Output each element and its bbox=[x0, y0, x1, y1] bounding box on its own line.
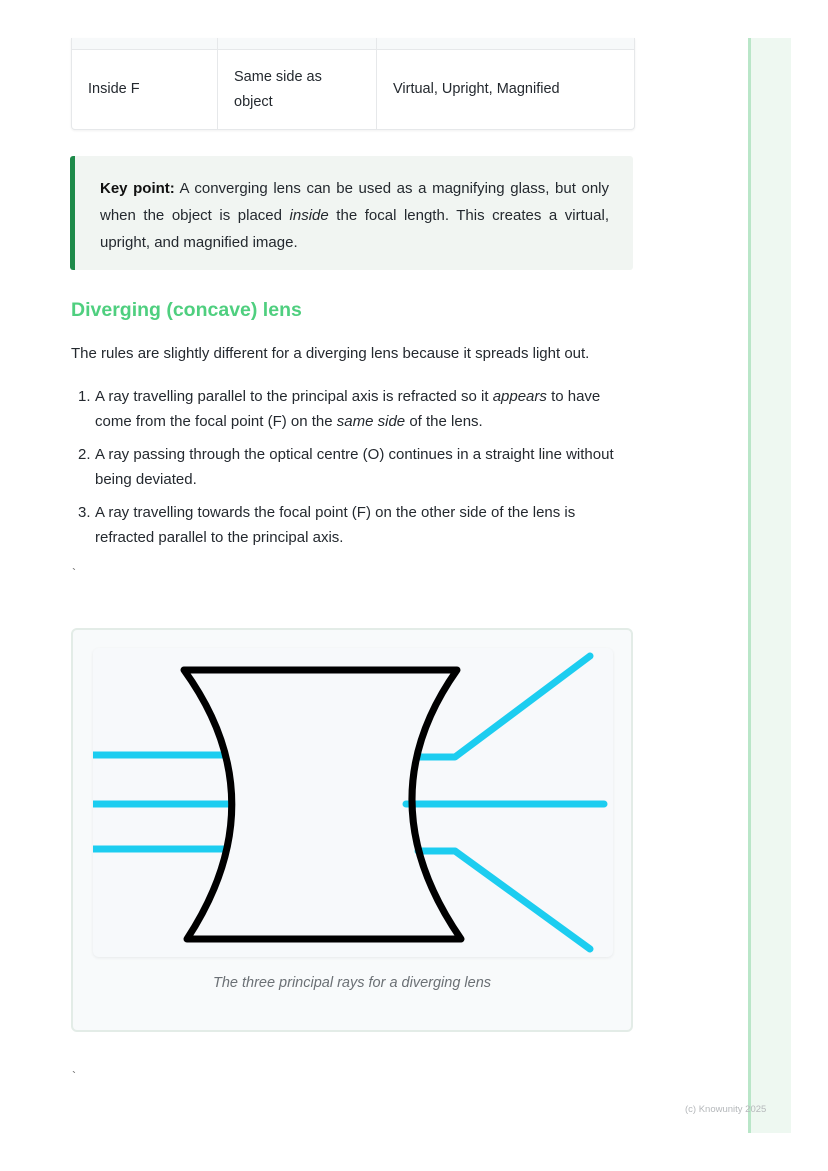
key-point-text-1: A converging lens can be used as a magnifying glass, but only when the object is placed bbox=[100, 180, 609, 224]
figure-caption: The three principal rays for a diverging lens bbox=[212, 975, 492, 991]
side-margin-strip bbox=[748, 38, 791, 1133]
list-item: 1. A ray travelling parallel to the principal axis is refracted so it appears to have come from the focal point (F) on the same side of the lens. bbox=[78, 388, 601, 430]
diverging-lens-illustration bbox=[93, 648, 613, 957]
diverging-lens-diagram bbox=[93, 648, 613, 957]
cell-image-position: Same side as object bbox=[218, 50, 377, 129]
section-heading: Diverging (concave) lens bbox=[71, 299, 302, 321]
key-point-callout bbox=[70, 156, 633, 270]
list-item: 2. A ray passing through the optical centre (O) continues in a straight line without being deviated. bbox=[78, 446, 614, 488]
diagram-figure bbox=[71, 628, 633, 1032]
lens-image-table bbox=[71, 38, 635, 130]
stray-backtick: ` bbox=[72, 1069, 76, 1083]
rules-list bbox=[71, 384, 631, 558]
stray-backtick: ` bbox=[72, 566, 76, 580]
copyright-footer: (c) Knowunity 2025 bbox=[685, 1104, 767, 1115]
key-point-emphasis: inside bbox=[289, 207, 329, 224]
key-point-label: Key point: bbox=[100, 180, 175, 197]
cell-object-position: Inside F bbox=[72, 50, 218, 129]
section-intro: The rules are slightly different for a diverging lens because it spreads light out. bbox=[71, 345, 590, 362]
list-item: 3. A ray travelling towards the focal point (F) on the other side of the lens is refracted parallel to the principal axis. bbox=[78, 504, 576, 546]
cell-image-nature: Virtual, Upright, Magnified bbox=[393, 81, 560, 97]
table-row bbox=[72, 50, 634, 129]
key-point-text-2: the focal length. This creates a virtual, upright, and magnified image. bbox=[100, 207, 609, 251]
incoming-rays bbox=[93, 755, 230, 849]
table-row-previous bbox=[72, 38, 634, 50]
